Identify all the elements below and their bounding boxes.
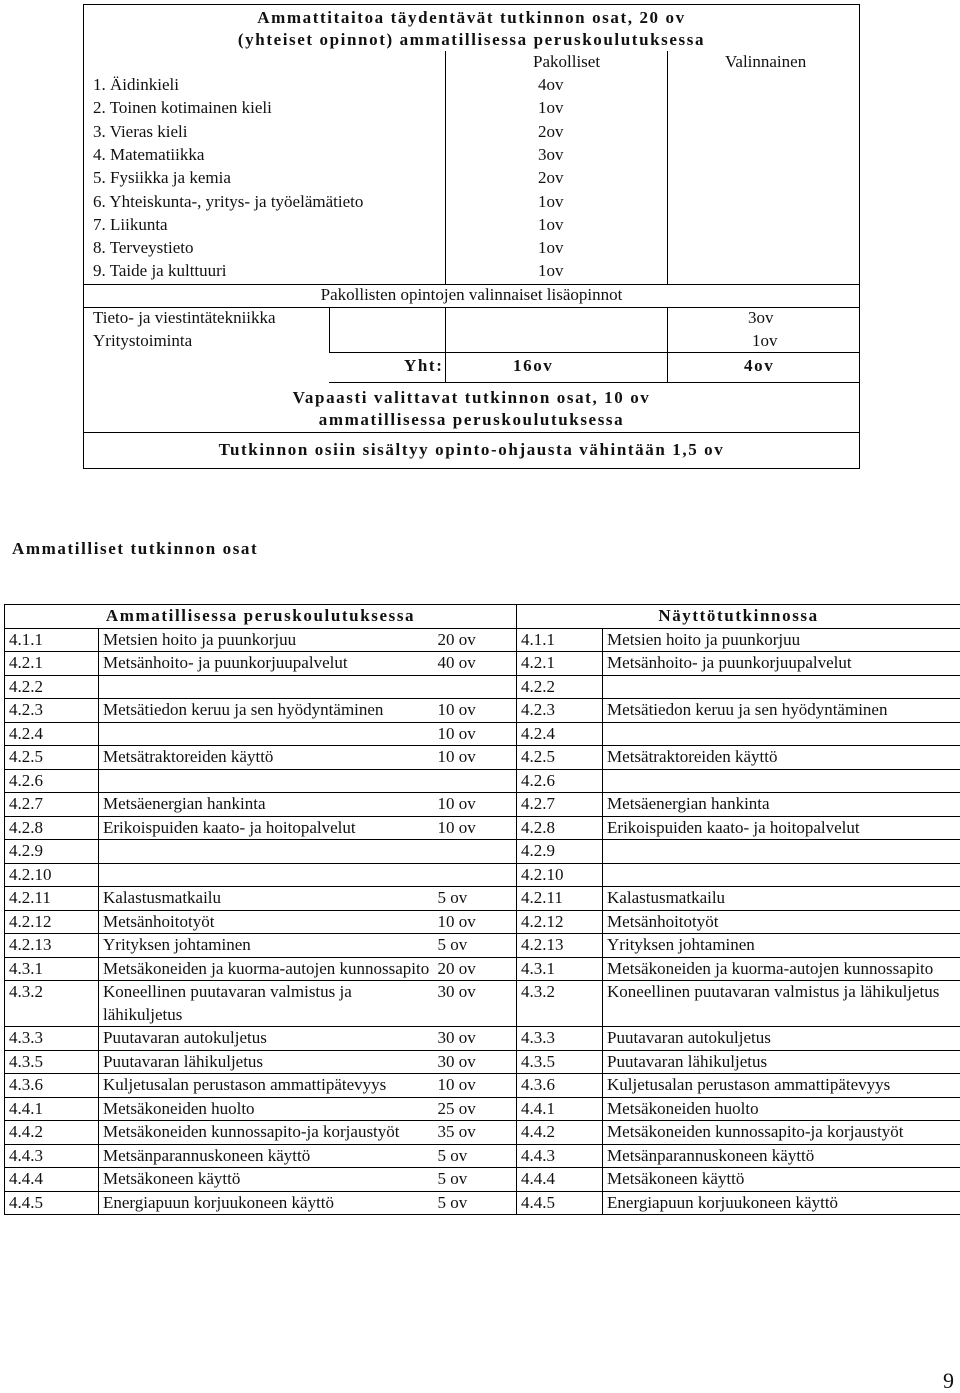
cell-name2: Metsänhoito- ja puunkorjuupalvelut [603, 652, 960, 676]
cell-code2: 4.2.11 [517, 887, 603, 911]
header-basic-training: Ammatillisessa peruskoulutuksessa [5, 605, 517, 629]
table-row [5, 934, 960, 958]
optional-item-value: 1ov [752, 331, 778, 350]
cell-code: 4.2.5 [5, 746, 99, 770]
cell-ov: 30 ov [434, 1027, 517, 1051]
free-choice-line2: ammatillisessa peruskoulutuksessa [318, 410, 625, 429]
subject-mandatory-ov: 1ov [538, 98, 564, 118]
subject-name: 5. Fysiikka ja kemia [93, 168, 231, 188]
cell-code: 4.3.1 [5, 957, 99, 981]
cell-code: 4.4.1 [5, 1097, 99, 1121]
cell-code2: 4.2.2 [517, 675, 603, 699]
table-row [5, 981, 960, 1027]
cell-name2: Kuljetusalan perustason ammattipätevyys [603, 1074, 960, 1098]
cell-ov: 20 ov [434, 957, 517, 981]
cell-ov: 10 ov [434, 793, 517, 817]
table-row [5, 816, 960, 840]
col-header-mandatory: Pakolliset [533, 52, 601, 71]
table-row [5, 1097, 960, 1121]
divider [667, 307, 668, 382]
cell-name: Yrityksen johtaminen [99, 934, 434, 958]
optional-item-name: Tieto- ja viestintätekniikka [93, 308, 276, 327]
table-row [5, 699, 960, 723]
cell-name2: Metsäkoneen käyttö [603, 1168, 960, 1192]
cell-name: Metsien hoito ja puunkorjuu [99, 628, 434, 652]
table-row [5, 1074, 960, 1098]
cell-code2: 4.3.2 [517, 981, 603, 1027]
cell-name [99, 863, 434, 887]
table-row [5, 652, 960, 676]
cell-code: 4.4.2 [5, 1121, 99, 1145]
cell-ov: 10 ov [434, 699, 517, 723]
cell-code2: 4.2.10 [517, 863, 603, 887]
cell-ov: 5 ov [434, 887, 517, 911]
table-row [5, 722, 960, 746]
table-row [5, 840, 960, 864]
table-row [5, 863, 960, 887]
cell-ov: 10 ov [434, 910, 517, 934]
cell-ov: 5 ov [434, 1144, 517, 1168]
subject-mandatory-ov: 2ov [538, 121, 564, 141]
cell-code: 4.2.12 [5, 910, 99, 934]
cell-code: 4.3.6 [5, 1074, 99, 1098]
cell-code2: 4.4.1 [517, 1097, 603, 1121]
subject-name: 2. Toinen kotimainen kieli [93, 98, 272, 118]
cell-code2: 4.2.3 [517, 699, 603, 723]
divider [445, 307, 446, 382]
total-optional: 4ov [744, 356, 775, 375]
cell-ov: 5 ov [434, 1168, 517, 1192]
total-label: Yht: [404, 356, 444, 375]
subject-mandatory-ov: 1ov [538, 214, 564, 234]
cell-name: Kuljetusalan perustason ammattipätevyys [99, 1074, 434, 1098]
cell-name: Puutavaran autokuljetus [99, 1027, 434, 1051]
table-row [5, 1191, 960, 1215]
cell-code: 4.4.4 [5, 1168, 99, 1192]
cell-code2: 4.4.4 [517, 1168, 603, 1192]
cell-code: 4.2.9 [5, 840, 99, 864]
cell-code2: 4.3.6 [517, 1074, 603, 1098]
cell-code: 4.2.7 [5, 793, 99, 817]
cell-code: 4.2.8 [5, 816, 99, 840]
cell-ov [434, 863, 517, 887]
cell-code: 4.1.1 [5, 628, 99, 652]
cell-code2: 4.2.12 [517, 910, 603, 934]
cell-name2 [603, 769, 960, 793]
cell-name2 [603, 863, 960, 887]
subject-name: 4. Matematiikka [93, 144, 205, 164]
cell-code2: 4.2.7 [517, 793, 603, 817]
cell-code2: 4.2.4 [517, 722, 603, 746]
cell-ov: 35 ov [434, 1121, 517, 1145]
cell-name2: Metsien hoito ja puunkorjuu [603, 628, 960, 652]
table-header-row [5, 605, 960, 629]
cell-name: Koneellinen puutavaran valmistus ja lähikuljetus [99, 981, 434, 1027]
subject-name: 7. Liikunta [93, 214, 168, 234]
subject-name: 1. Äidinkieli [93, 75, 179, 94]
cell-name2: Metsäkoneiden huolto [603, 1097, 960, 1121]
cell-name: Metsätraktoreiden käyttö [99, 746, 434, 770]
subject-name: 8. Terveystieto [93, 238, 194, 258]
cell-code: 4.3.2 [5, 981, 99, 1027]
optional-item-value: 3ov [748, 308, 774, 327]
box-title-line1: Ammattitaitoa täydentävät tutkinnon osat, 20 ov [257, 8, 686, 27]
divider [329, 352, 859, 353]
cell-name: Metsäkoneen käyttö [99, 1168, 434, 1192]
total-mandatory: 16ov [513, 356, 554, 375]
table-row [5, 957, 960, 981]
cell-name2: Metsäkoneiden kunnossapito-ja korjaustyöt [603, 1121, 960, 1145]
guidance-note: Tutkinnon osiin sisältyy opinto-ohjausta vähintään 1,5 ov [218, 440, 725, 459]
cell-ov: 10 ov [434, 746, 517, 770]
cell-ov [434, 675, 517, 699]
subject-name: 3. Vieras kieli [93, 121, 188, 141]
cell-ov: 10 ov [434, 1074, 517, 1098]
cell-code: 4.3.5 [5, 1050, 99, 1074]
cell-name [99, 840, 434, 864]
cell-code2: 4.2.5 [517, 746, 603, 770]
cell-ov: 20 ov [434, 628, 517, 652]
cell-name: Puutavaran lähikuljetus [99, 1050, 434, 1074]
cell-code2: 4.4.2 [517, 1121, 603, 1145]
table-row [5, 1121, 960, 1145]
cell-name2: Metsätiedon keruu ja sen hyödyntäminen [603, 699, 960, 723]
cell-code: 4.2.3 [5, 699, 99, 723]
table-row [5, 793, 960, 817]
table-row [5, 675, 960, 699]
cell-code2: 4.2.13 [517, 934, 603, 958]
subject-name: 6. Yhteiskunta-, yritys- ja työelämätieto [93, 191, 364, 211]
table-row [5, 628, 960, 652]
cell-code2: 4.1.1 [517, 628, 603, 652]
cell-ov [434, 840, 517, 864]
optional-header: Pakollisten opintojen valinnaiset lisäopinnot [320, 285, 623, 304]
cell-name2: Kalastusmatkailu [603, 887, 960, 911]
cell-ov: 40 ov [434, 652, 517, 676]
cell-name2 [603, 840, 960, 864]
cell-code2: 4.3.5 [517, 1050, 603, 1074]
cell-code2: 4.4.5 [517, 1191, 603, 1215]
col-header-optional: Valinnainen [725, 52, 807, 71]
cell-ov: 5 ov [434, 934, 517, 958]
cell-code: 4.2.4 [5, 722, 99, 746]
cell-name [99, 722, 434, 746]
subject-mandatory-ov: 4ov [538, 75, 564, 94]
optional-item-name: Yritystoiminta [93, 331, 193, 350]
cell-name2: Erikoispuiden kaato- ja hoitopalvelut [603, 816, 960, 840]
cell-name2: Metsäkoneiden ja kuorma-autojen kunnossapito [603, 957, 960, 981]
divider [329, 307, 330, 352]
cell-name: Metsäenergian hankinta [99, 793, 434, 817]
cell-code2: 4.2.6 [517, 769, 603, 793]
section-title: Ammatilliset tutkinnon osat [12, 539, 259, 558]
cell-code: 4.4.5 [5, 1191, 99, 1215]
cell-code2: 4.2.1 [517, 652, 603, 676]
cell-name: Kalastusmatkailu [99, 887, 434, 911]
cell-name [99, 769, 434, 793]
free-choice-line1: Vapaasti valittavat tutkinnon osat, 10 ov [292, 388, 651, 407]
subject-mandatory-ov: 2ov [538, 168, 564, 188]
cell-ov: 30 ov [434, 1050, 517, 1074]
cell-name: Metsäkoneiden kunnossapito-ja korjaustyöt [99, 1121, 434, 1145]
table-row [5, 1168, 960, 1192]
cell-name: Erikoispuiden kaato- ja hoitopalvelut [99, 816, 434, 840]
subject-mandatory-ov: 1ov [538, 261, 564, 281]
cell-ov: 30 ov [434, 981, 517, 1027]
cell-name2: Metsänhoitotyöt [603, 910, 960, 934]
cell-name2: Metsätraktoreiden käyttö [603, 746, 960, 770]
subject-name: 9. Taide ja kulttuuri [93, 261, 227, 281]
cell-code2: 4.2.9 [517, 840, 603, 864]
cell-name2: Metsäenergian hankinta [603, 793, 960, 817]
cell-name2: Energiapuun korjuukoneen käyttö [603, 1191, 960, 1215]
cell-ov: 5 ov [434, 1191, 517, 1215]
cell-code2: 4.3.3 [517, 1027, 603, 1051]
table-row [5, 887, 960, 911]
cell-name2: Yrityksen johtaminen [603, 934, 960, 958]
cell-name2 [603, 722, 960, 746]
cell-code: 4.2.2 [5, 675, 99, 699]
cell-name: Metsänhoitotyöt [99, 910, 434, 934]
cell-code: 4.3.3 [5, 1027, 99, 1051]
cell-name2: Puutavaran lähikuljetus [603, 1050, 960, 1074]
table-row [5, 1050, 960, 1074]
cell-name: Metsänhoito- ja puunkorjuupalvelut [99, 652, 434, 676]
cell-code: 4.2.10 [5, 863, 99, 887]
cell-ov [434, 769, 517, 793]
subject-mandatory-ov: 3ov [538, 144, 564, 164]
cell-code: 4.2.13 [5, 934, 99, 958]
cell-code2: 4.3.1 [517, 957, 603, 981]
cell-name: Metsätiedon keruu ja sen hyödyntäminen [99, 699, 434, 723]
cell-name: Energiapuun korjuukoneen käyttö [99, 1191, 434, 1215]
table-row [5, 746, 960, 770]
units-table-body [5, 628, 960, 1215]
subject-mandatory-ov: 1ov [538, 191, 564, 211]
cell-name2: Koneellinen puutavaran valmistus ja lähikuljetus [603, 981, 960, 1027]
cell-ov: 25 ov [434, 1097, 517, 1121]
divider [667, 51, 668, 284]
cell-name2: Puutavaran autokuljetus [603, 1027, 960, 1051]
cell-name2 [603, 675, 960, 699]
units-table [4, 604, 960, 1215]
table-row [5, 769, 960, 793]
cell-name: Metsänparannuskoneen käyttö [99, 1144, 434, 1168]
cell-ov: 10 ov [434, 722, 517, 746]
page-number: 9 [943, 1368, 954, 1393]
table-row [5, 1027, 960, 1051]
cell-name2: Metsänparannuskoneen käyttö [603, 1144, 960, 1168]
cell-code: 4.2.6 [5, 769, 99, 793]
box-title-line2: (yhteiset opinnot) ammatillisessa peruskoulutuksessa [237, 30, 706, 49]
cell-code2: 4.4.3 [517, 1144, 603, 1168]
divider [329, 382, 859, 383]
cell-name: Metsäkoneiden huolto [99, 1097, 434, 1121]
table-row [5, 1144, 960, 1168]
cell-code: 4.2.1 [5, 652, 99, 676]
cell-code2: 4.2.8 [517, 816, 603, 840]
divider [445, 51, 446, 284]
header-competence-exam: Näyttötutkinnossa [517, 605, 960, 629]
subject-mandatory-ov: 1ov [538, 238, 564, 258]
table-row [5, 910, 960, 934]
cell-code: 4.4.3 [5, 1144, 99, 1168]
cell-ov: 10 ov [434, 816, 517, 840]
common-studies-box [83, 4, 860, 469]
divider [84, 432, 859, 433]
cell-name [99, 675, 434, 699]
cell-name: Metsäkoneiden ja kuorma-autojen kunnossapito [99, 957, 434, 981]
cell-code: 4.2.11 [5, 887, 99, 911]
